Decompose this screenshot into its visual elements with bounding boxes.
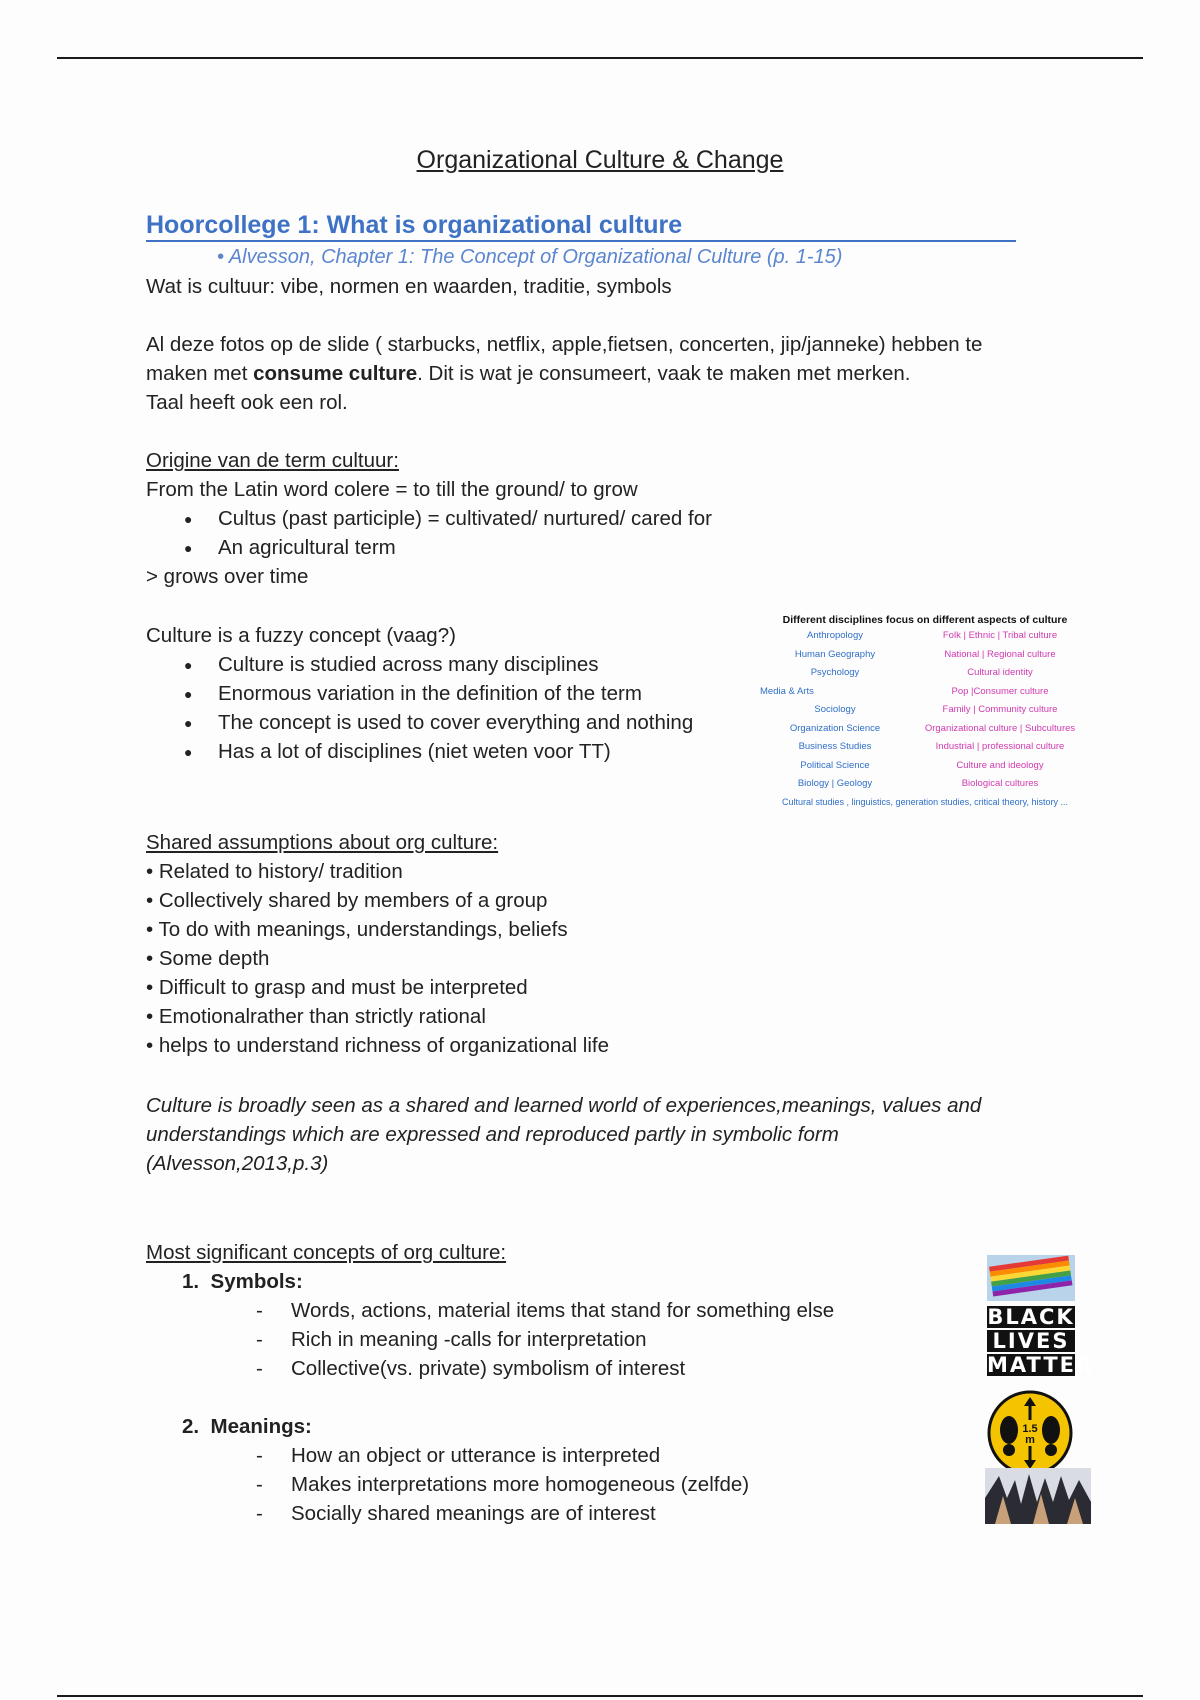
figure-discipline: Business Studies	[798, 741, 872, 752]
figure-discipline: Political Science	[800, 759, 870, 771]
distance-unit: m	[1025, 1434, 1035, 1446]
list-item: ● An agricultural term	[146, 533, 712, 562]
rainbow-flag-icon	[987, 1255, 1075, 1301]
list-item: - Words, actions, material items that stand for something else	[146, 1296, 834, 1325]
origin-bullets	[146, 504, 712, 562]
figure-aspect: National | Regional culture	[944, 648, 1056, 660]
fuzzy-section	[146, 621, 693, 766]
social-distance-sign-image	[987, 1390, 1073, 1476]
figure-aspect: Organizational culture | Subcultures	[924, 722, 1076, 734]
list-item: • Collectively shared by members of a group	[146, 889, 548, 912]
lecture-heading: Hoorcollege 1: What is organizational culture	[146, 210, 1016, 242]
figure-aspect: Biological cultures	[961, 778, 1039, 789]
list-item: ● Cultus (past participle) = cultivated/ nurtured/ cared for	[146, 504, 712, 533]
figure-aspect: Culture and ideology	[956, 759, 1044, 771]
fuzzy-bullets	[146, 650, 693, 766]
list-item: - Collective(vs. private) symbolism of interest	[146, 1354, 834, 1383]
intro-paragraph-line: Al deze fotos op de slide ( starbucks, netflix, apple,fietsen, concerten, jip/janneke) hebben te	[146, 333, 983, 356]
figure-discipline: Anthropology	[807, 630, 863, 641]
text-span: maken met	[146, 362, 254, 385]
figure-row	[760, 704, 1090, 723]
origin-after: > grows over time	[146, 565, 309, 588]
concepts-section	[146, 1238, 834, 1528]
origin-line: From the Latin word colere = to till the ground/ to grow	[146, 478, 638, 501]
intro-paragraph-line: Taal heeft ook een rol.	[146, 391, 348, 414]
figure-row	[760, 667, 1090, 686]
quote-line: understandings which are expressed and reproduced partly in symbolic form	[146, 1123, 839, 1146]
intro-paragraph-line	[146, 359, 982, 388]
list-item: • helps to understand richness of organizational life	[146, 1034, 610, 1057]
figure-discipline: Organization Science	[789, 722, 881, 734]
list-item: - Socially shared meanings are of interest	[146, 1499, 834, 1528]
top-rule	[57, 57, 1143, 59]
blm-word: BLACK	[987, 1305, 1075, 1329]
concept-number: 1.	[182, 1270, 200, 1293]
concept-title	[146, 1267, 834, 1296]
text-span: . Dit is wat je consumeert, vaak te maken met merken.	[417, 362, 911, 385]
figure-row	[760, 741, 1090, 760]
figure-aspect: Family | Community culture	[942, 704, 1058, 715]
figure-discipline: Sociology	[814, 704, 856, 715]
list-item: ● Culture is studied across many disciplines	[146, 650, 693, 679]
shared-heading: Shared assumptions about org culture:	[146, 831, 499, 854]
figure-aspect: Cultural identity	[967, 667, 1033, 678]
intro-paragraph	[146, 330, 982, 417]
figure-aspect: Industrial | professional culture	[935, 741, 1065, 752]
black-lives-matter-image	[987, 1305, 1095, 1378]
figure-footer: Cultural studies , linguistics, generation studies, critical theory, history ...	[782, 796, 1068, 807]
rainbow-flag-image	[987, 1255, 1075, 1301]
list-item: ● The concept is used to cover everything and nothing	[146, 708, 693, 737]
list-item: • Some depth	[146, 947, 270, 970]
blm-word: LIVES	[987, 1330, 1075, 1352]
bottom-rule	[57, 1695, 1143, 1697]
intro-line: Wat is cultuur: vibe, normen en waarden, traditie, symbols	[146, 275, 672, 298]
quote-line: Culture is broadly seen as a shared and learned world of experiences,meanings, values and	[146, 1094, 982, 1117]
figure-row	[760, 723, 1090, 742]
figure-row	[760, 649, 1090, 668]
concept-title	[146, 1412, 834, 1441]
culture-quote	[146, 1091, 981, 1178]
blm-word: MATTER	[987, 1353, 1095, 1377]
raised-hands-image	[985, 1468, 1091, 1524]
figure-row	[760, 760, 1090, 779]
list-item: • Related to history/ tradition	[146, 860, 403, 883]
figure-discipline: Human Geography	[794, 648, 876, 660]
figure-title: Different disciplines focus on different aspects of culture	[782, 614, 1068, 626]
shared-section	[146, 828, 609, 1060]
figure-row	[760, 686, 1090, 705]
concepts-heading: Most significant concepts of org culture:	[146, 1241, 507, 1264]
origin-section	[146, 446, 712, 591]
bold-term: consume culture	[253, 362, 418, 385]
figure-discipline: Biology | Geology	[797, 778, 873, 789]
lecture-reference: • Alvesson, Chapter 1: The Concept of Organizational Culture (p. 1-15)	[217, 246, 843, 268]
figure-aspect: Folk | Ethnic | Tribal culture	[942, 630, 1058, 641]
page-title: Organizational Culture & Change	[416, 146, 784, 174]
list-item: - Rich in meaning -calls for interpretation	[146, 1325, 834, 1354]
social-distance-icon	[987, 1390, 1073, 1476]
concept-subs	[146, 1441, 834, 1528]
quote-citation: (Alvesson,2013,p.3)	[146, 1152, 329, 1175]
disciplines-figure	[760, 614, 1090, 819]
list-item: ● Has a lot of disciplines (niet weten voor TT)	[146, 737, 693, 766]
concept-label: Symbols:	[210, 1270, 303, 1293]
list-item: - How an object or utterance is interpreted	[146, 1441, 834, 1470]
fuzzy-heading: Culture is a fuzzy concept (vaag?)	[146, 624, 456, 647]
figure-row	[760, 778, 1090, 797]
figure-aspect: Pop |Consumer culture	[951, 685, 1049, 697]
raised-hands-icon	[985, 1468, 1091, 1524]
list-item: • To do with meanings, understandings, beliefs	[146, 918, 568, 941]
distance-value: 1.5	[1022, 1423, 1038, 1435]
list-item: - Makes interpretations more homogeneous (zelfde)	[146, 1470, 834, 1499]
concept-subs	[146, 1296, 834, 1383]
concept-label: Meanings:	[210, 1415, 312, 1438]
list-item: ● Enormous variation in the definition of the term	[146, 679, 693, 708]
origin-heading: Origine van de term cultuur:	[146, 449, 399, 472]
shared-list	[146, 857, 609, 1060]
figure-row	[760, 630, 1090, 649]
figure-discipline: Psychology	[810, 667, 860, 678]
figure-discipline: Media & Arts	[760, 685, 814, 697]
list-item: • Difficult to grasp and must be interpreted	[146, 976, 528, 999]
concept-number: 2.	[182, 1415, 200, 1438]
list-item: • Emotionalrather than strictly rational	[146, 1005, 486, 1028]
